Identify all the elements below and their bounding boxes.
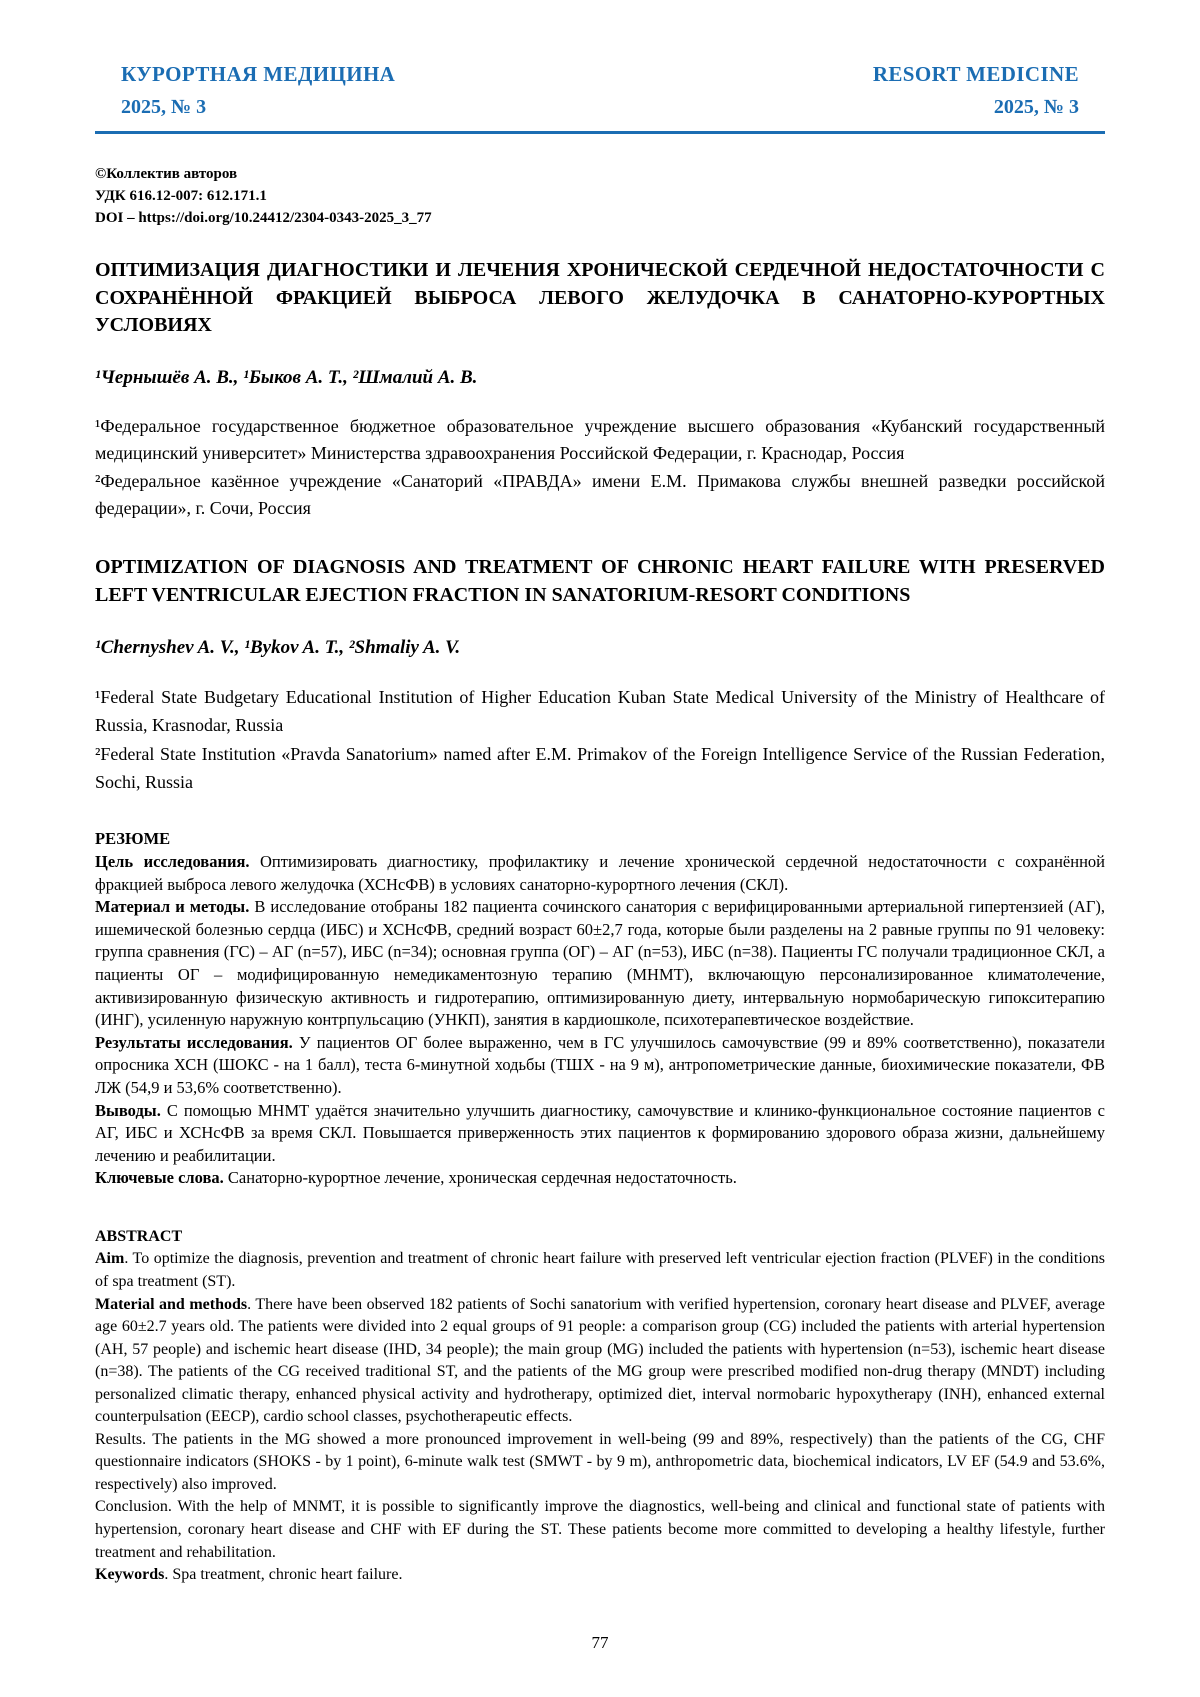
doi-line: DOI – https://doi.org/10.24412/2304-0343-2025_3_77 xyxy=(95,209,432,226)
abstract-label-aim: Aim xyxy=(95,1250,125,1268)
abstract-text-aim: . To optimize the diagnosis, prevention and treatment of chronic heart failure with preserved left ventricular ejection fraction (PLVEF) in the conditions of spa treatment (ST). xyxy=(95,1250,1105,1290)
abstract-text-conclusion: Conclusion. With the help of MNMT, it is possible to significantly improve the diagnostics, well-being and clinical and functional state of patients with hypertension, coronary heart disease and CHF with EF during the ST. These patients become more committed to developing a healthy lifestyle, further treatment and rehabilitation. xyxy=(95,1498,1105,1561)
affiliation-ru-1: ¹Федеральное государственное бюджетное образовательное учреждение высшего образования «Кубанский государственный медицинский университет» Министерства здравоохранения Российской Федерации, г. Краснодар, Россия xyxy=(95,416,1105,464)
resume-heading: РЕЗЮМЕ xyxy=(95,829,171,849)
resume-paragraph-results xyxy=(95,1032,1105,1100)
abstract-text-keywords: . Spa treatment, chronic heart failure. xyxy=(164,1566,403,1584)
resume-label-conclusions: Выводы. xyxy=(95,1100,161,1120)
resume-paragraph-keywords xyxy=(95,1167,1105,1190)
journal-header-left xyxy=(121,62,395,119)
resume-text-results: У пациентов ОГ более выраженно, чем в ГС улучшилось самочувствие (99 и 89% соответственно), показатели опросника ХСН (ШОКС - на 1 балл), теста 6-минутной ходьбы (ТШХ - на 9 м), антропометрические данные, биохимические показатели, ФВ ЛЖ (54,9 и 53,6% соответственно). xyxy=(95,1032,1105,1097)
resume-paragraph-methods xyxy=(95,896,1105,1032)
resume-section xyxy=(95,828,1105,1190)
resume-text-aim: Оптимизировать диагностику, профилактику и лечение хронической сердечной недостаточности с сохранённой фракцией выброса левого желудочка (ХСНсФВ) в условиях санаторно-курортного лечения (СКЛ). xyxy=(95,852,1105,894)
affiliation-ru-2: ²Федеральное казённое учреждение «Санаторий «ПРАВДА» имени Е.М. Примакова службы внешней разведки российской федерации», г. Сочи, Россия xyxy=(95,470,1105,519)
journal-issue-en: 2025, № 3 xyxy=(993,96,1079,118)
abstract-paragraph-results xyxy=(95,1429,1105,1497)
resume-label-keywords: Ключевые слова. xyxy=(95,1168,224,1188)
journal-header-right xyxy=(873,62,1079,119)
abstract-paragraph-keywords xyxy=(95,1564,1105,1587)
abstract-heading: ABSTRACT xyxy=(95,1227,183,1245)
abstract-section xyxy=(95,1226,1105,1587)
journal-title-ru: КУРОРТНАЯ МЕДИЦИНА xyxy=(121,62,396,86)
resume-paragraph-aim xyxy=(95,851,1105,896)
page-number: 77 xyxy=(591,1633,609,1652)
affiliation-en-2: ²Federal State Institution «Pravda Sanatorium» named after E.M. Primakov of the Foreign Intelligence Service of the Russian Federation, Sochi, Russia xyxy=(95,743,1105,792)
journal-issue-ru: 2025, № 3 xyxy=(121,96,207,118)
affiliations-en xyxy=(95,683,1105,797)
resume-paragraph-conclusions xyxy=(95,1100,1105,1168)
resume-label-results: Результаты исследования. xyxy=(95,1032,293,1052)
copyright-line: ©Коллектив авторов xyxy=(95,166,238,182)
abstract-label-keywords: Keywords xyxy=(95,1566,165,1584)
authors-ru: ¹Чернышёв А. В., ¹Быков А. Т., ²Шмалий А. В. xyxy=(95,367,478,389)
resume-text-conclusions: С помощью МНМТ удаётся значительно улучшить диагностику, самочувствие и клинико-функциональное состояние пациентов с АГ, ИБС и ХСНсФВ за время СКЛ. Повышается приверженность этих пациентов к формированию здорового образа жизни, дальнейшему лечению и реабилитации. xyxy=(95,1100,1105,1165)
resume-text-methods: В исследование отобраны 182 пациента сочинского санатория с верифицированными артериальной гипертензией (АГ), ишемической болезнью сердца (ИБС) и ХСНсФВ, средний возраст 60±2,7 года, которые были разделены на 2 равные группы по 91 человеку: группа сравнения (ГС) – АГ (n=57), ИБС (n=34); основная группа (ОГ) – АГ (n=53), ИБС (n=38). Пациенты ГС получали традиционное СКЛ, а пациенты ОГ – модифицированную немедикаментозную терапию (МНМТ), включающую персонализированное климатолечение, активизированную физическую активность и гидротерапию, оптимизированную диету, интервальную нормобарическую гипокситерапию (ИНГ), усиленную наружную контрпульсацию (УНКП), занятия в кардиошколе, психотерапевтическое воздействие. xyxy=(95,897,1105,1030)
journal-title-en: RESORT MEDICINE xyxy=(872,62,1079,86)
resume-label-methods: Материал и методы. xyxy=(95,897,250,917)
abstract-text-results: Results. The patients in the MG showed a more pronounced improvement in well-being (99 and 89%, respectively) than the patients of the CG, CHF questionnaire indicators (SHOKS - by 1 point), 6-minute walk test (SMWT - by 9 m), anthropometric data, biochemical indicators, LV EF (54.9 and 53.6%, respectively) also improved. xyxy=(95,1430,1105,1493)
header-divider xyxy=(95,131,1105,134)
resume-label-aim: Цель исследования. xyxy=(95,852,250,871)
authors-en: ¹Chernyshev A. V., ¹Bykov A. T., ²Shmaliy A. V. xyxy=(95,636,461,658)
abstract-paragraph-aim xyxy=(95,1248,1105,1293)
journal-header xyxy=(95,62,1105,119)
abstract-paragraph-methods xyxy=(95,1294,1105,1429)
resume-text-keywords: Санаторно-курортное лечение, хроническая сердечная недостаточность. xyxy=(223,1168,737,1188)
article-title-ru: ОПТИМИЗАЦИЯ ДИАГНОСТИКИ И ЛЕЧЕНИЯ ХРОНИЧЕСКОЙ СЕРДЕЧНОЙ НЕДОСТАТОЧНОСТИ С СОХРАНЁННОЙ ФРАКЦИЕЙ ВЫБРОСА ЛЕВОГО ЖЕЛУДОЧКА В САНАТОРНО-КУРОРТНЫХ УСЛОВИЯХ xyxy=(95,259,1105,337)
affiliations-ru xyxy=(95,413,1105,522)
article-title-en: OPTIMIZATION OF DIAGNOSIS AND TREATMENT OF CHRONIC HEART FAILURE WITH PRESERVED LEFT VENTRICULAR EJECTION FRACTION IN SANATORIUM-RESORT CONDITIONS xyxy=(95,556,1105,607)
article-meta xyxy=(95,164,1105,229)
abstract-label-methods: Material and methods xyxy=(95,1295,248,1313)
abstract-text-methods: . There have been observed 182 patients of Sochi sanatorium with verified hypertension, coronary heart disease and PLVEF, average age 60±2.7 years old. The patients were divided into 2 equal groups of 91 people: a comparison group (CG) included the patients with arterial hypertension (AH, 57 people) and ischemic heart disease (IHD, 34 people); the main group (MG) included the patients with hypertension (n=53), ischemic heart disease (n=38). The patients of the CG received traditional ST, and the patients of the MG group were prescribed modified non-drug therapy (MNDT) including personalized climatic therapy, enhanced physical activity and hydrotherapy, optimized diet, interval normobaric hypoxytherapy (INH), enhanced external counterpulsation (EECP), cardio school classes, psychotherapeutic effects. xyxy=(95,1295,1105,1426)
udc-line: УДК 616.12-007: 612.171.1 xyxy=(95,187,267,204)
affiliation-en-1: ¹Federal State Budgetary Educational Institution of Higher Education Kuban State Medical University of the Ministry of Healthcare of Russia, Krasnodar, Russia xyxy=(95,686,1105,736)
abstract-paragraph-conclusion xyxy=(95,1496,1105,1564)
